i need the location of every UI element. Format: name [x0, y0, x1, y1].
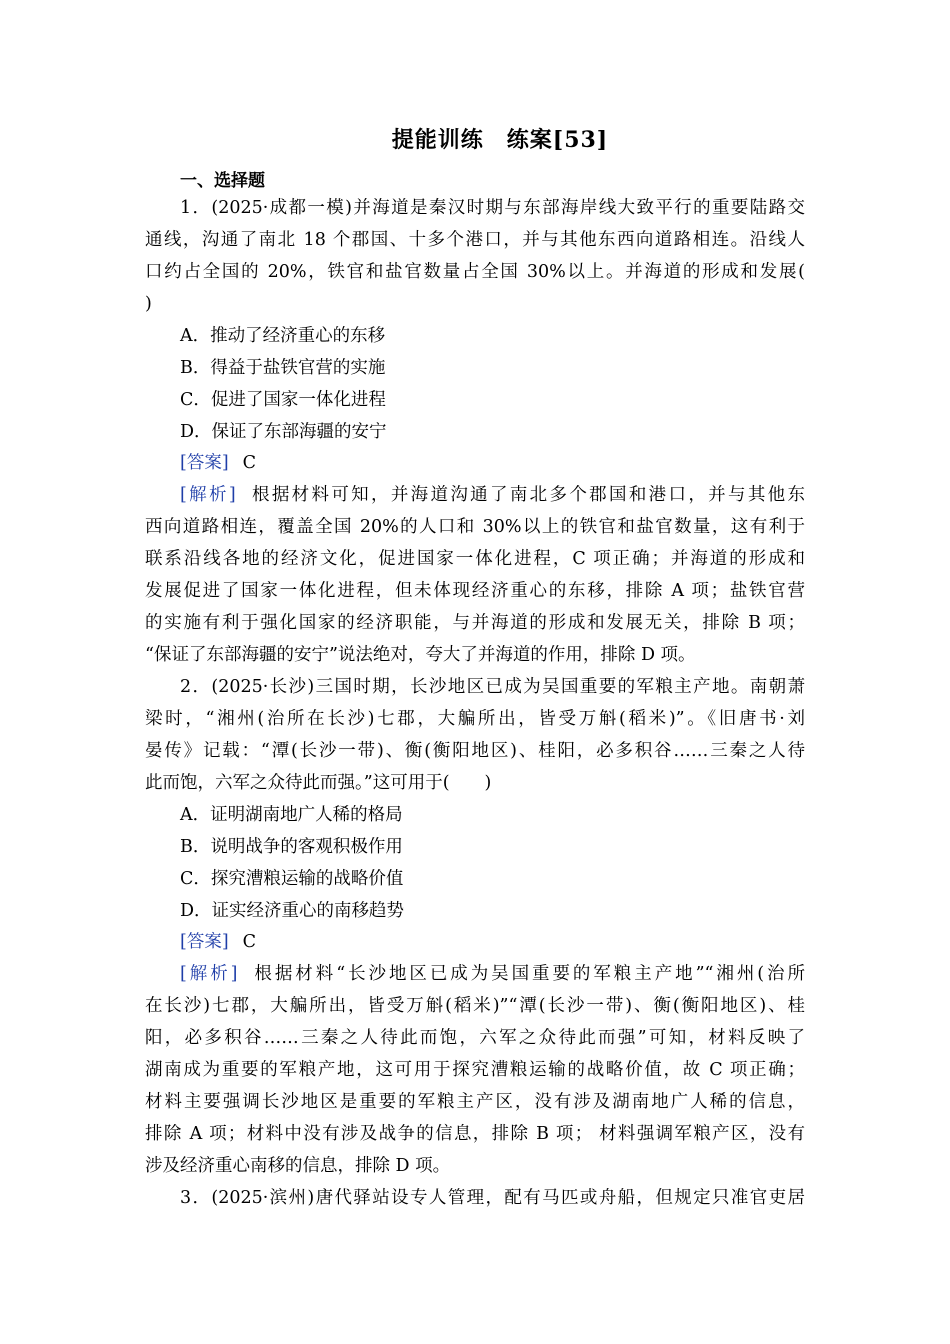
q1-option-a: A．推动了经济重心的东移	[180, 326, 386, 346]
q1-stem-line: 1．(2025·成都一模)并海道是秦汉时期与东部海岸线大致平行的重要陆路交	[180, 198, 805, 218]
analysis-text: 根据材料“长沙地区已成为吴国重要的军粮主产地”“湘州(治所	[251, 964, 805, 984]
analysis-text: 根据材料可知，并海道沟通了南北多个郡国和港口，并与其他东	[249, 485, 805, 505]
q2-analysis-line: 阳，必多积谷……三秦之人待此而饱，六军之众待此而强”可知，材料反映了	[145, 1028, 805, 1048]
q2-analysis-line: 涉及经济重心南移的信息，排除 D 项。	[145, 1156, 451, 1176]
analysis-tag: [解析]	[180, 485, 236, 505]
answer-value: C	[242, 453, 257, 473]
q1-option-b: B．得益于盐铁官营的实施	[180, 358, 386, 378]
q1-stem-line: )	[145, 294, 152, 314]
q2-analysis-line: 排除 A 项；材料中没有涉及战争的信息，排除 B 项； 材料强调军粮产区，没有	[145, 1124, 805, 1144]
answer-tag: [答案]	[180, 932, 229, 952]
q2-analysis-line	[180, 958, 805, 990]
q1-analysis-line: 西向道路相连，覆盖全国 20%的人口和 30%以上的铁官和盐官数量，这有利于	[145, 517, 805, 537]
q1-analysis-line	[180, 479, 805, 511]
q2-answer	[180, 926, 256, 958]
q2-option-c: C．探究漕粮运输的战略价值	[180, 869, 404, 889]
q2-option-d: D．证实经济重心的南移趋势	[180, 901, 405, 921]
q2-option-a: A．证明湖南地广人稀的格局	[180, 805, 403, 825]
q2-analysis-line: 在长沙)七郡，大艑所出，皆受万斛(稻米)”“潭(长沙一带)、衡(衡阳地区)、桂	[145, 996, 805, 1016]
q2-stem-line: 2．(2025·长沙)三国时期，长沙地区已成为吴国重要的军粮主产地。南朝萧	[180, 677, 805, 697]
answer-tag: [答案]	[180, 453, 229, 473]
q1-analysis-line: “保证了东部海疆的安宁”说法绝对，夸大了并海道的作用，排除 D 项。	[145, 645, 696, 665]
q1-answer	[180, 447, 256, 479]
q3-stem-line: 3．(2025·滨州)唐代驿站设专人管理，配有马匹或舟船，但规定只准官吏居	[180, 1188, 805, 1208]
q2-stem-line: 此而饱，六军之众待此而强。”这可用于( )	[145, 773, 492, 793]
analysis-tag: [解析]	[180, 964, 238, 984]
section-heading: 一、选择题	[180, 171, 265, 191]
q2-analysis-line: 材料主要强调长沙地区是重要的军粮主产区，没有涉及湖南地广人稀的信息，	[145, 1092, 805, 1112]
page-title: 提能训练 练案[53]	[391, 127, 609, 153]
q1-stem-line: 通线，沟通了南北 18 个郡国、十多个港口，并与其他东西向道路相连。沿线人	[145, 230, 805, 250]
answer-value: C	[242, 932, 257, 952]
q2-option-b: B．说明战争的客观积极作用	[180, 837, 403, 857]
q1-option-c: C．促进了国家一体化进程	[180, 390, 386, 410]
q1-analysis-line: 联系沿线各地的经济文化，促进国家一体化进程，C 项正确；并海道的形成和	[145, 549, 805, 569]
q2-stem-line: 梁时，“湘州(治所在长沙)七郡，大艑所出，皆受万斛(稻米)”。《旧唐书·刘	[145, 709, 805, 729]
q2-analysis-line: 湖南成为重要的军粮产地，这可用于探究漕粮运输的战略价值，故 C 项正确；	[145, 1060, 805, 1080]
q1-analysis-line: 发展促进了国家一体化进程，但未体现经济重心的东移，排除 A 项；盐铁官营	[145, 581, 805, 601]
q1-stem-line: 口约占全国的 20%，铁官和盐官数量占全国 30%以上。并海道的形成和发展(	[145, 262, 805, 282]
q1-analysis-line: 的实施有利于强化国家的经济职能，与并海道的形成和发展无关，排除 B 项；	[145, 613, 805, 633]
q2-stem-line: 晏传》记载：“潭(长沙一带)、衡(衡阳地区)、桂阳，必多积谷……三秦之人待	[145, 741, 805, 761]
q1-option-d: D．保证了东部海疆的安宁	[180, 422, 387, 442]
